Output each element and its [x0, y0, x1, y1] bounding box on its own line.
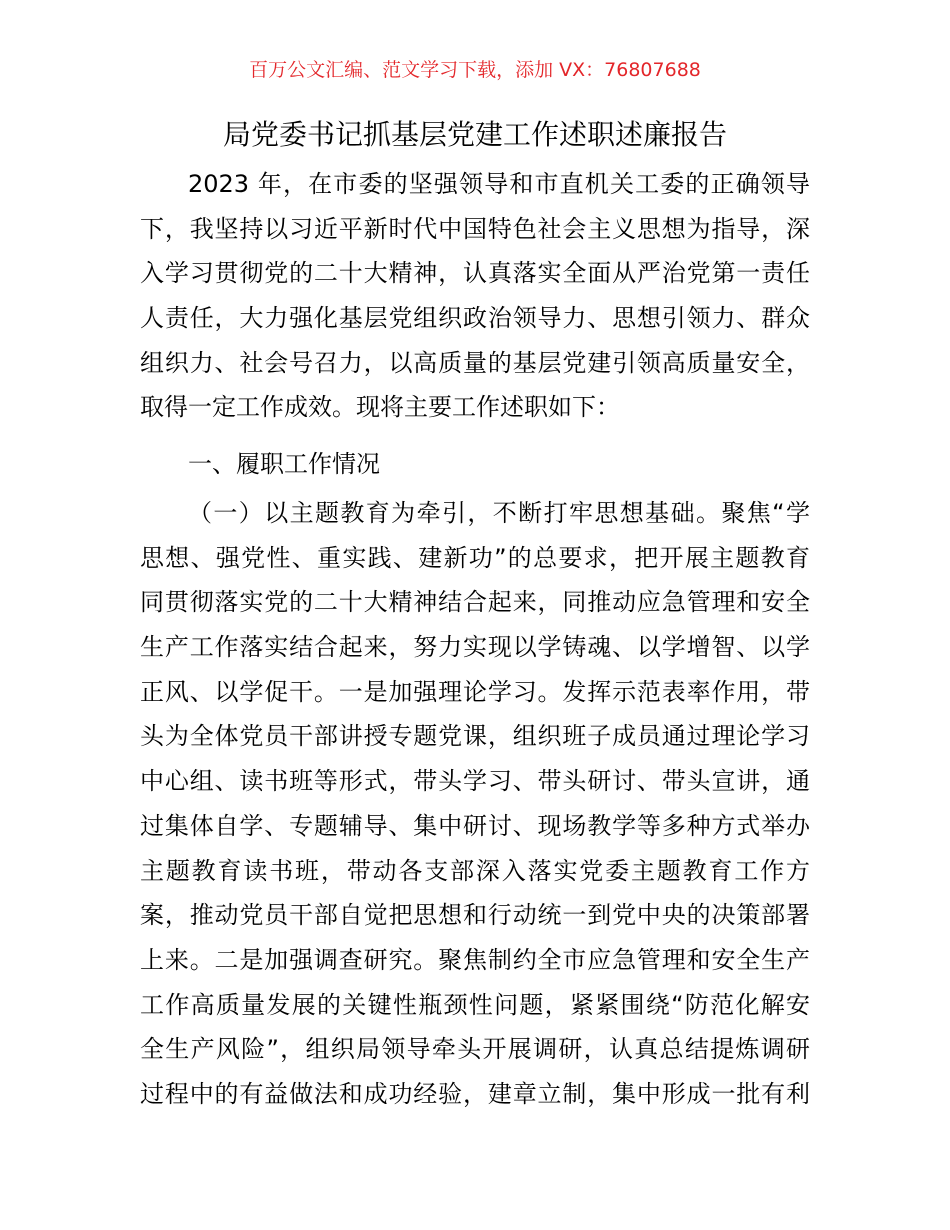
- paragraph-line: 2023 年，在市委的坚强领导和市直机关工委的正确领导: [188, 170, 810, 198]
- paragraph-line: 同贯彻落实党的二十大精神结合起来，同推动应急管理和安全: [140, 588, 810, 617]
- document-title: 局党委书记抓基层党建工作述职述廉报告: [222, 118, 727, 151]
- paragraph-line: 上来。二是加强调查研究。聚焦制约全市应急管理和安全生产: [140, 945, 810, 974]
- paragraph-line: 取得一定工作成效。现将主要工作述职如下：: [140, 393, 620, 422]
- paragraph-line: 过程中的有益做法和成功经验，建章立制，集中形成一批有利: [140, 1079, 810, 1108]
- paragraph-line: 思想、强党性、重实践、建新功”的总要求，把开展主题教育: [140, 543, 810, 572]
- paragraph-line: （一）以主题教育为牵引，不断打牢思想基础。聚焦“学: [188, 499, 810, 527]
- paragraph-line: 全生产风险”，组织局领导牵头开展调研，认真总结提炼调研: [140, 1035, 810, 1064]
- subsection-paragraph: [140, 491, 810, 1117]
- paragraph-line: 工作高质量发展的关键性瓶颈性问题，紧紧围绕“防范化解安: [140, 990, 810, 1019]
- paragraph-line: 主题教育读书班，带动各支部深入落实党委主题教育工作方: [140, 856, 810, 885]
- paragraph-line: 正风、以学促干。一是加强理论学习。发挥示范表率作用，带: [140, 677, 810, 706]
- paragraph-line: 下，我坚持以习近平新时代中国特色社会主义思想为指导，深: [140, 214, 810, 243]
- paragraph-line: 案，推动党员干部自觉把思想和行动统一到党中央的决策部署: [140, 901, 810, 930]
- paragraph-line: 入学习贯彻党的二十大精神，认真落实全面从严治党第一责任: [140, 259, 810, 288]
- section-heading-block: [140, 442, 810, 487]
- intro-paragraph: [140, 162, 810, 430]
- paragraph-line: 头为全体党员干部讲授专题党课，组织班子成员通过理论学习: [140, 722, 810, 751]
- paragraph-line: 人责任，大力强化基层党组织政治领导力、思想引领力、群众: [140, 304, 810, 333]
- paragraph-line: 中心组、读书班等形式，带头学习、带头研讨、带头宣讲，通: [140, 767, 810, 796]
- section-heading: 一、履职工作情况: [188, 450, 380, 478]
- header-banner: 百万公文汇编、范文学习下载，添加 VX：76807688: [249, 59, 701, 81]
- paragraph-line: 过集体自学、专题辅导、集中研讨、现场教学等多种方式举办: [140, 811, 810, 840]
- paragraph-line: 生产工作落实结合起来，努力实现以学铸魂、以学增智、以学: [140, 633, 810, 662]
- paragraph-line: 组织力、社会号召力，以高质量的基层党建引领高质量安全，: [140, 348, 810, 377]
